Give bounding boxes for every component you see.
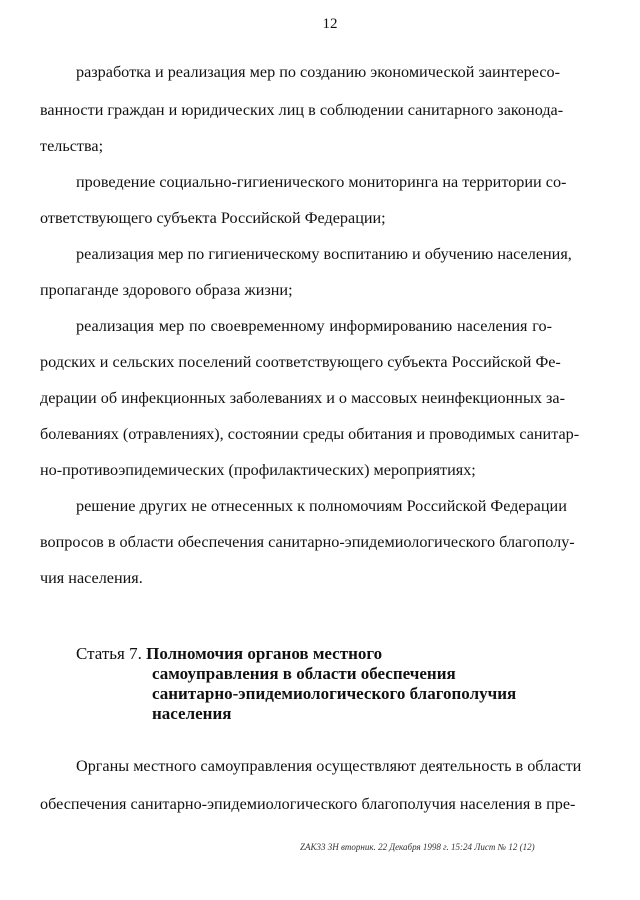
body-line: родских и сельских поселений соответствующего субъекта Российской Фе- bbox=[40, 353, 561, 371]
body-line: чия населения. bbox=[40, 569, 143, 587]
body-line: проведение социально-гигиенического мониторинга на территории со- bbox=[76, 173, 567, 191]
body-line: реализация мер по гигиеническому воспитанию и обучению населения, bbox=[76, 245, 572, 263]
body-line: пропаганде здорового образа жизни; bbox=[40, 281, 293, 299]
body-line: дерации об инфекционных заболеваниях и о массовых неинфекционных за- bbox=[40, 389, 565, 407]
article-title-line: Полномочия органов местного bbox=[146, 644, 383, 663]
body-line: но-противоэпидемических (профилактических) мероприятиях; bbox=[40, 461, 476, 479]
article-title-line: населения bbox=[152, 704, 232, 723]
body-line: тельства; bbox=[40, 137, 104, 155]
article-title-line: самоуправления в области обеспечения bbox=[152, 664, 456, 683]
article-title-line: санитарно-эпидемиологического благополучия bbox=[152, 684, 517, 703]
body-line: ответствующего субъекта Российской Федерации; bbox=[40, 209, 386, 227]
body-line: решение других не отнесенных к полномочиям Российской Федерации bbox=[76, 497, 567, 515]
body-line: болеваниях (отравлениях), состоянии среды обитания и проводимых санитар- bbox=[40, 425, 580, 443]
page-number: 12 bbox=[322, 16, 338, 32]
body-line: Органы местного самоуправления осуществляют деятельность в области bbox=[76, 757, 582, 775]
body-line: вопросов в области обеспечения санитарно-эпидемиологического благополу- bbox=[40, 533, 575, 551]
print-footer: ZAK33 3Н вторник. 22 Декабря 1998 г. 15:24 Лист № 12 (12) bbox=[300, 842, 535, 852]
body-line: разработка и реализация мер по созданию экономической заинтересо- bbox=[76, 63, 560, 81]
body-line: реализация мер по своевременному информированию населения го- bbox=[76, 317, 552, 335]
article-number: Статья 7. bbox=[76, 644, 142, 663]
body-line: ванности граждан и юридических лиц в соблюдении санитарного законода- bbox=[40, 101, 564, 119]
body-line: обеспечения санитарно-эпидемиологического благополучия населения в пре- bbox=[40, 795, 576, 813]
